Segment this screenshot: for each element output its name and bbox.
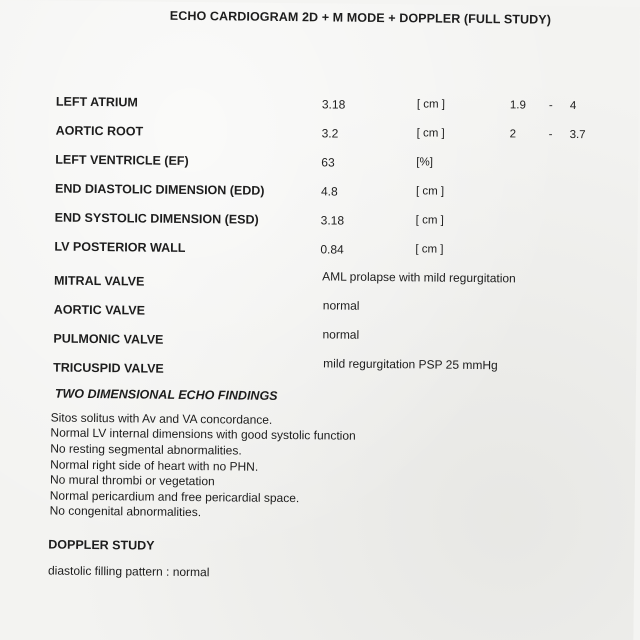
finding-line: No mural thrombi or vegetation bbox=[49, 472, 215, 489]
measurement-row-left-ventricle bbox=[0, 152, 638, 177]
range-low: 1.9 bbox=[509, 99, 526, 112]
two-d-findings-title: TWO DIMENSIONAL ECHO FINDINGS bbox=[54, 386, 278, 403]
measurement-label: LV POSTERIOR WALL bbox=[54, 239, 186, 255]
measurement-value: AML prolapse with mild regurgitation bbox=[322, 269, 516, 286]
measurement-value: normal bbox=[322, 327, 360, 342]
range-low: 2 bbox=[509, 128, 517, 141]
doppler-finding: diastolic filling pattern : normal bbox=[47, 563, 210, 580]
measurement-unit: [%] bbox=[416, 156, 434, 169]
measurement-row-esd bbox=[0, 210, 638, 235]
measurement-label: END SYSTOLIC DIMENSION (ESD) bbox=[54, 210, 259, 227]
range-dash: - bbox=[548, 128, 553, 141]
range-high: 3.7 bbox=[569, 128, 586, 142]
range-high: 4 bbox=[569, 99, 577, 113]
measurement-value: 3.18 bbox=[321, 97, 346, 112]
measurement-label: END DIASTOLIC DIMENSION (EDD) bbox=[54, 181, 265, 198]
measurement-label: LEFT VENTRICLE (EF) bbox=[55, 152, 189, 168]
measurement-row-mitral-valve bbox=[0, 268, 637, 293]
measurement-unit: [ cm ] bbox=[415, 185, 445, 198]
measurement-row-lv-posterior-wall bbox=[0, 239, 637, 264]
measurement-row-edd bbox=[0, 181, 638, 206]
report-title: ECHO CARDIOGRAM 2D + M MODE + DOPPLER (FULL STUDY) bbox=[169, 8, 552, 27]
measurement-row-aortic-root bbox=[0, 123, 639, 148]
measurement-unit: [ cm ] bbox=[416, 127, 445, 140]
measurement-value: 63 bbox=[321, 155, 335, 170]
finding-line: No resting segmental abnormalities. bbox=[50, 441, 242, 458]
finding-line: Normal right side of heart with no PHN. bbox=[50, 457, 259, 474]
measurement-unit: [ cm ] bbox=[415, 243, 444, 256]
measurement-label: LEFT ATRIUM bbox=[55, 94, 138, 110]
measurement-row-left-atrium bbox=[0, 94, 639, 119]
measurement-unit: [ cm ] bbox=[415, 214, 444, 227]
measurement-row-pulmonic-valve bbox=[0, 326, 637, 351]
finding-line: Normal LV internal dimensions with good systolic function bbox=[50, 425, 356, 443]
measurement-unit: [ cm ] bbox=[416, 98, 446, 111]
measurement-value: normal bbox=[322, 298, 360, 313]
measurement-value: 3.18 bbox=[320, 213, 345, 228]
measurement-value: 0.84 bbox=[320, 242, 344, 257]
range-dash: - bbox=[548, 99, 553, 112]
measurement-value: mild regurgitation PSP 25 mmHg bbox=[323, 356, 498, 373]
measurement-row-aortic-valve bbox=[0, 297, 637, 322]
finding-line: Normal pericardium and free pericardial space. bbox=[49, 488, 300, 506]
measurement-label: AORTIC VALVE bbox=[53, 302, 146, 318]
measurement-label: MITRAL VALVE bbox=[53, 273, 145, 289]
measurement-label: TRICUSPID VALVE bbox=[53, 360, 164, 376]
measurement-row-tricuspid-valve bbox=[0, 355, 636, 380]
measurement-value: 3.2 bbox=[321, 126, 339, 141]
finding-line: No congenital abnormalities. bbox=[49, 503, 202, 520]
doppler-study-title: DOPPLER STUDY bbox=[48, 537, 155, 553]
finding-line: Sitos solitus with Av and VA concordance. bbox=[50, 410, 273, 427]
measurement-value: 4.8 bbox=[320, 184, 338, 199]
measurement-label: PULMONIC VALVE bbox=[53, 331, 164, 347]
measurement-label: AORTIC ROOT bbox=[55, 123, 144, 139]
